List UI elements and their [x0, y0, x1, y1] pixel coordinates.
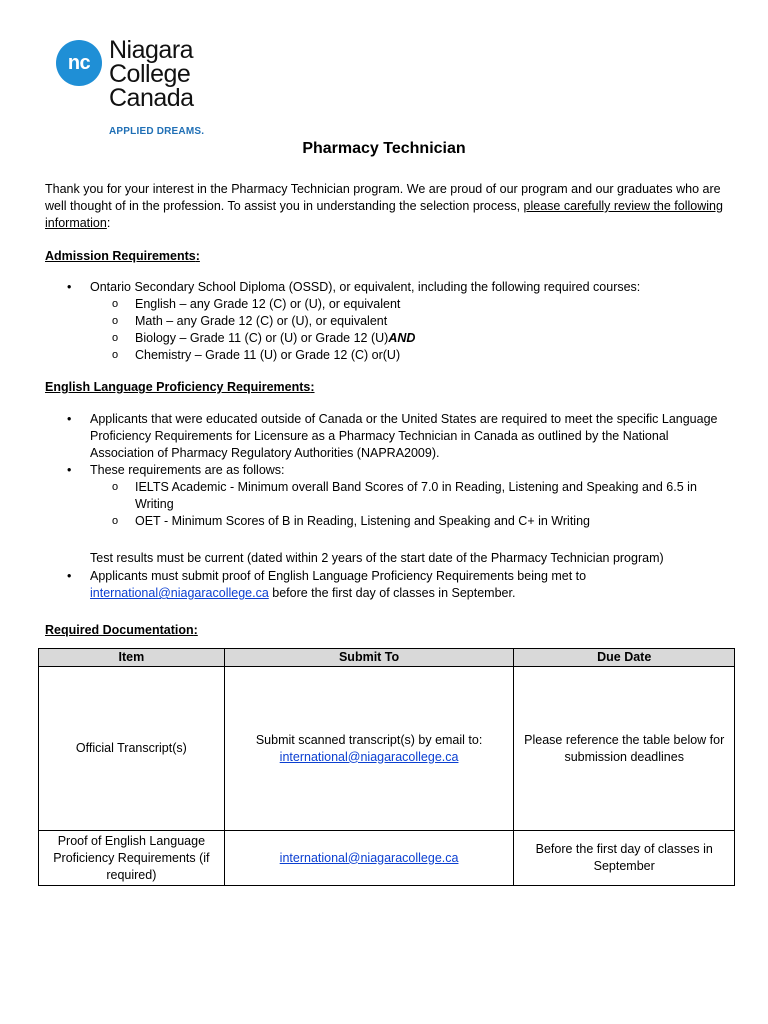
- admission-heading-colon: :: [195, 249, 200, 263]
- list-item: [45, 462, 735, 530]
- intro-paragraph: [45, 181, 725, 232]
- row1-due: Please reference the table below for submission deadlines: [514, 667, 735, 831]
- nc-logo-badge-icon: nc: [56, 40, 102, 86]
- international-email-link[interactable]: international@niagaracollege.ca: [90, 586, 269, 600]
- table-row: [39, 667, 735, 831]
- english-bullet-1: Applicants that were educated outside of Canada or the United States are required to meet the specific Language Proficiency Requirements for Licensure as a Pharmacy Technician in Canada as outlined by the National Association of Pharmacy Regulatory Authorities (NAPRA2009).: [90, 412, 718, 460]
- admission-list: [45, 279, 735, 364]
- row2-submit: [224, 831, 514, 886]
- page-title: Pharmacy Technician: [302, 140, 466, 157]
- ossd-requirement: Ontario Secondary School Diploma (OSSD), or equivalent, including the following required courses:: [90, 280, 641, 294]
- english-heading: [45, 379, 315, 396]
- english-list-2: [45, 568, 735, 602]
- list-item: [90, 296, 735, 313]
- english-heading-text: English Language Proficiency Requirements: [45, 380, 311, 394]
- row1-submit: [224, 667, 514, 831]
- and-emphasis: AND: [388, 331, 416, 345]
- table-header-row: [39, 649, 735, 667]
- test-oet: OET - Minimum Scores of B in Reading, Listening and Speaking and C+ in Writing: [135, 514, 590, 528]
- intro-end: :: [106, 216, 111, 230]
- course-biology: Biology – Grade 11 (C) or (U) or Grade 12 (U): [135, 331, 389, 345]
- table-row: [39, 831, 735, 886]
- list-item: [90, 330, 735, 347]
- col-header-due-date: Due Date: [514, 649, 735, 667]
- niagara-college-logo: [56, 38, 216, 138]
- test-ielts: IELTS Academic - Minimum overall Band Scores of 7.0 in Reading, Listening and Speaking and 6.5 in Writing: [135, 480, 697, 511]
- row1-submit-text: Submit scanned transcript(s) by email to:: [255, 732, 483, 747]
- row2-item: Proof of English Language Proficiency Requirements (if required): [39, 831, 225, 886]
- course-english: English – any Grade 12 (C) or (U), or equivalent: [135, 297, 401, 311]
- test-results-note: Test results must be current (dated within 2 years of the start date of the Pharmacy Technician program): [90, 551, 664, 565]
- english-heading-colon: :: [310, 380, 315, 394]
- admission-heading: [45, 248, 200, 265]
- english-bullet-3-post: before the first day of classes in September.: [268, 586, 516, 600]
- row2-due: Before the first day of classes in September: [514, 831, 735, 886]
- list-item: [90, 313, 735, 330]
- list-item: [90, 479, 735, 513]
- logo-tagline: APPLIED DREAMS.: [109, 126, 205, 137]
- logo-line-3: Canada: [109, 84, 194, 112]
- intro-text: Thank you for your interest in the Pharmacy Technician program. We are proud of our program and our graduates who are well thought of in the profession. To assist you in understanding the selection process,: [45, 182, 721, 213]
- english-bullet-2: These requirements are as follows:: [90, 463, 285, 477]
- course-list: [90, 296, 735, 364]
- test-list: [90, 479, 735, 530]
- list-item: [90, 513, 735, 530]
- list-item: [45, 411, 735, 462]
- list-item: [45, 279, 735, 364]
- documentation-heading-text: Required Documentation: [45, 623, 194, 637]
- admission-heading-text: Admission Requirements: [45, 249, 196, 263]
- documentation-table: [38, 648, 735, 886]
- documentation-heading-colon: :: [193, 623, 198, 637]
- english-bullet-3-pre: Applicants must submit proof of English Language Proficiency Requirements being met to: [90, 569, 587, 583]
- list-item: [45, 568, 735, 602]
- logo-wordmark: [109, 38, 194, 110]
- course-chemistry: Chemistry – Grade 11 (U) or Grade 12 (C) or(U): [135, 348, 401, 362]
- logo-line-1: Niagara: [109, 36, 194, 64]
- documentation-heading: [45, 622, 198, 639]
- col-header-item: Item: [39, 649, 225, 667]
- row2-email-link[interactable]: international@niagaracollege.ca: [279, 850, 459, 865]
- intro-underlined: please carefully review the following information: [45, 199, 723, 230]
- row1-item: Official Transcript(s): [39, 667, 225, 831]
- col-header-submit-to: Submit To: [224, 649, 514, 667]
- course-math: Math – any Grade 12 (C) or (U), or equivalent: [135, 314, 388, 328]
- logo-line-2: College: [109, 60, 191, 88]
- row1-email-link[interactable]: international@niagaracollege.ca: [279, 749, 459, 764]
- english-list: [45, 411, 735, 530]
- list-item: [90, 347, 735, 364]
